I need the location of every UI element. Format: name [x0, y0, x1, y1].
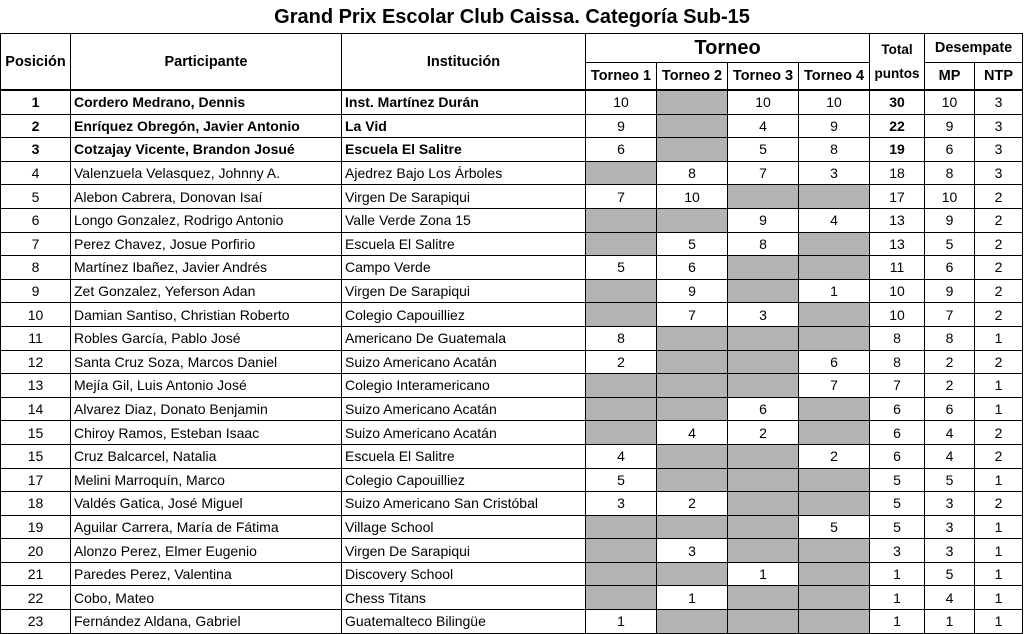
institution-cell[interactable]: Escuela El Salitre: [342, 444, 586, 468]
participant-cell[interactable]: Damian Santiso, Christian Roberto: [71, 303, 342, 327]
header-institution: Institución: [342, 34, 586, 91]
torneo-2-cell[interactable]: 2: [657, 492, 728, 516]
torneo-4-cell[interactable]: 5: [799, 515, 870, 539]
position-cell[interactable]: 11: [1, 326, 71, 350]
mp-cell[interactable]: 5: [925, 232, 975, 256]
ntp-cell[interactable]: 2: [975, 492, 1023, 516]
torneo-2-cell[interactable]: [657, 444, 728, 468]
torneo-4-cell[interactable]: 4: [799, 208, 870, 232]
institution-cell[interactable]: Virgen De Sarapiqui: [342, 539, 586, 563]
mp-cell[interactable]: 4: [925, 444, 975, 468]
torneo-4-cell[interactable]: [799, 586, 870, 610]
institution-cell[interactable]: Guatemalteco Bilingüe: [342, 610, 586, 634]
total-cell[interactable]: 10: [870, 303, 925, 327]
ntp-cell[interactable]: 2: [975, 279, 1023, 303]
participant-cell[interactable]: Alebon Cabrera, Donovan Isaí: [71, 185, 342, 209]
torneo-3-cell[interactable]: [728, 256, 799, 280]
torneo-3-cell[interactable]: [728, 326, 799, 350]
total-cell[interactable]: 13: [870, 232, 925, 256]
standings-body: [1, 90, 1023, 633]
participant-cell[interactable]: Valenzuela Velasquez, Johnny A.: [71, 161, 342, 185]
participant-cell[interactable]: Aguilar Carrera, María de Fátima: [71, 515, 342, 539]
header-torneo-3: Torneo 3: [728, 63, 799, 91]
total-cell[interactable]: 18: [870, 161, 925, 185]
institution-cell[interactable]: Suizo Americano Acatán: [342, 397, 586, 421]
institution-cell[interactable]: Chess Titans: [342, 586, 586, 610]
institution-cell[interactable]: Virgen De Sarapiqui: [342, 279, 586, 303]
torneo-4-cell[interactable]: [799, 185, 870, 209]
mp-cell[interactable]: 9: [925, 279, 975, 303]
participant-cell[interactable]: Valdés Gatica, José Miguel: [71, 492, 342, 516]
mp-cell[interactable]: 6: [925, 397, 975, 421]
participant-cell[interactable]: Alvarez Diaz, Donato Benjamin: [71, 397, 342, 421]
torneo-2-cell[interactable]: 1: [657, 586, 728, 610]
table-row: [1, 279, 1023, 303]
mp-cell[interactable]: 4: [925, 586, 975, 610]
position-cell[interactable]: 19: [1, 515, 71, 539]
total-cell[interactable]: 19: [870, 138, 925, 162]
standings-table: [0, 33, 1023, 634]
ntp-cell[interactable]: 2: [975, 256, 1023, 280]
torneo-2-cell[interactable]: [657, 468, 728, 492]
torneo-4-cell[interactable]: [799, 468, 870, 492]
torneo-3-cell[interactable]: 5: [728, 138, 799, 162]
table-row: [1, 208, 1023, 232]
participant-cell[interactable]: Robles García, Pablo José: [71, 326, 342, 350]
torneo-2-cell[interactable]: 6: [657, 256, 728, 280]
mp-cell[interactable]: 2: [925, 374, 975, 398]
total-cell[interactable]: 1: [870, 562, 925, 586]
torneo-4-cell[interactable]: 6: [799, 350, 870, 374]
mp-cell[interactable]: 4: [925, 421, 975, 445]
ntp-cell[interactable]: 2: [975, 350, 1023, 374]
torneo-1-cell[interactable]: 3: [586, 492, 657, 516]
ntp-cell[interactable]: 3: [975, 161, 1023, 185]
torneo-3-cell[interactable]: 6: [728, 397, 799, 421]
torneo-3-cell[interactable]: 7: [728, 161, 799, 185]
ntp-cell[interactable]: 1: [975, 562, 1023, 586]
institution-cell[interactable]: Escuela El Salitre: [342, 138, 586, 162]
table-row: [1, 610, 1023, 634]
torneo-2-cell[interactable]: [657, 138, 728, 162]
torneo-3-cell[interactable]: [728, 444, 799, 468]
torneo-4-cell[interactable]: 1: [799, 279, 870, 303]
table-row: [1, 562, 1023, 586]
table-row: [1, 539, 1023, 563]
participant-cell[interactable]: Perez Chavez, Josue Porfirio: [71, 232, 342, 256]
torneo-1-cell[interactable]: 10: [586, 90, 657, 114]
torneo-1-cell[interactable]: [586, 397, 657, 421]
torneo-2-cell[interactable]: 10: [657, 185, 728, 209]
torneo-2-cell[interactable]: [657, 562, 728, 586]
torneo-3-cell[interactable]: 9: [728, 208, 799, 232]
torneo-1-cell[interactable]: [586, 232, 657, 256]
mp-cell[interactable]: 8: [925, 326, 975, 350]
torneo-4-cell[interactable]: 2: [799, 444, 870, 468]
participant-cell[interactable]: Alonzo Perez, Elmer Eugenio: [71, 539, 342, 563]
torneo-2-cell[interactable]: 4: [657, 421, 728, 445]
participant-cell[interactable]: Longo Gonzalez, Rodrigo Antonio: [71, 208, 342, 232]
torneo-3-cell[interactable]: [728, 185, 799, 209]
participant-cell[interactable]: Cotzajay Vicente, Brandon Josué: [71, 138, 342, 162]
participant-cell[interactable]: Chiroy Ramos, Esteban Isaac: [71, 421, 342, 445]
ntp-cell[interactable]: 1: [975, 586, 1023, 610]
torneo-3-cell[interactable]: [728, 515, 799, 539]
torneo-1-cell[interactable]: 6: [586, 138, 657, 162]
position-cell[interactable]: 23: [1, 610, 71, 634]
torneo-3-cell[interactable]: [728, 350, 799, 374]
ntp-cell[interactable]: 2: [975, 421, 1023, 445]
torneo-4-cell[interactable]: [799, 562, 870, 586]
mp-cell[interactable]: 3: [925, 492, 975, 516]
torneo-4-cell[interactable]: [799, 492, 870, 516]
mp-cell[interactable]: 3: [925, 539, 975, 563]
torneo-4-cell[interactable]: [799, 610, 870, 634]
table-row: [1, 326, 1023, 350]
total-cell[interactable]: 7: [870, 374, 925, 398]
table-row: [1, 421, 1023, 445]
total-cell[interactable]: 1: [870, 586, 925, 610]
participant-cell[interactable]: Enríquez Obregón, Javier Antonio: [71, 114, 342, 138]
torneo-4-cell[interactable]: [799, 303, 870, 327]
torneo-1-cell[interactable]: [586, 374, 657, 398]
torneo-1-cell[interactable]: [586, 208, 657, 232]
ntp-cell[interactable]: 1: [975, 539, 1023, 563]
position-cell[interactable]: 20: [1, 539, 71, 563]
torneo-2-cell[interactable]: 9: [657, 279, 728, 303]
ntp-cell[interactable]: 1: [975, 468, 1023, 492]
ntp-cell[interactable]: 3: [975, 90, 1023, 114]
table-row: [1, 232, 1023, 256]
table-row: [1, 586, 1023, 610]
position-cell[interactable]: 2: [1, 114, 71, 138]
mp-cell[interactable]: 6: [925, 256, 975, 280]
header-total-line2: puntos: [874, 65, 920, 81]
total-cell[interactable]: 13: [870, 208, 925, 232]
position-cell[interactable]: 18: [1, 492, 71, 516]
header-desempate: Desempate: [925, 34, 1023, 63]
header-torneo-1: Torneo 1: [586, 63, 657, 91]
position-cell[interactable]: 15: [1, 444, 71, 468]
table-row: [1, 185, 1023, 209]
torneo-3-cell[interactable]: 1: [728, 562, 799, 586]
torneo-2-cell[interactable]: [657, 90, 728, 114]
mp-cell[interactable]: 2: [925, 350, 975, 374]
total-cell[interactable]: 22: [870, 114, 925, 138]
institution-cell[interactable]: Ajedrez Bajo Los Árboles: [342, 161, 586, 185]
torneo-4-cell[interactable]: [799, 539, 870, 563]
torneo-2-cell[interactable]: [657, 114, 728, 138]
torneo-1-cell[interactable]: 4: [586, 444, 657, 468]
table-row: [1, 303, 1023, 327]
torneo-1-cell[interactable]: [586, 161, 657, 185]
total-cell[interactable]: 6: [870, 444, 925, 468]
ntp-cell[interactable]: 1: [975, 610, 1023, 634]
position-cell[interactable]: 4: [1, 161, 71, 185]
torneo-3-cell[interactable]: 3: [728, 303, 799, 327]
header-torneo-2: Torneo 2: [657, 63, 728, 91]
torneo-2-cell[interactable]: [657, 397, 728, 421]
institution-cell[interactable]: Suizo Americano Acatán: [342, 350, 586, 374]
torneo-2-cell[interactable]: 7: [657, 303, 728, 327]
header-participant: Participante: [71, 34, 342, 91]
ntp-cell[interactable]: 1: [975, 397, 1023, 421]
institution-cell[interactable]: Escuela El Salitre: [342, 232, 586, 256]
participant-cell[interactable]: Zet Gonzalez, Yeferson Adan: [71, 279, 342, 303]
torneo-4-cell[interactable]: 7: [799, 374, 870, 398]
torneo-1-cell[interactable]: [586, 586, 657, 610]
total-cell[interactable]: 1: [870, 610, 925, 634]
ntp-cell[interactable]: 2: [975, 232, 1023, 256]
ntp-cell[interactable]: 2: [975, 185, 1023, 209]
torneo-1-cell[interactable]: 2: [586, 350, 657, 374]
position-cell[interactable]: 5: [1, 185, 71, 209]
table-row: [1, 161, 1023, 185]
position-cell[interactable]: 9: [1, 279, 71, 303]
torneo-1-cell[interactable]: 9: [586, 114, 657, 138]
institution-cell[interactable]: Campo Verde: [342, 256, 586, 280]
total-cell[interactable]: 5: [870, 468, 925, 492]
position-cell[interactable]: 10: [1, 303, 71, 327]
participant-cell[interactable]: Santa Cruz Soza, Marcos Daniel: [71, 350, 342, 374]
total-cell[interactable]: 5: [870, 492, 925, 516]
position-cell[interactable]: 12: [1, 350, 71, 374]
torneo-2-cell[interactable]: [657, 610, 728, 634]
torneo-4-cell[interactable]: [799, 326, 870, 350]
torneo-3-cell[interactable]: [728, 279, 799, 303]
institution-cell[interactable]: Americano De Guatemala: [342, 326, 586, 350]
ntp-cell[interactable]: 1: [975, 374, 1023, 398]
participant-cell[interactable]: Martínez Ibañez, Javier Andrés: [71, 256, 342, 280]
mp-cell[interactable]: 10: [925, 90, 975, 114]
table-row: [1, 444, 1023, 468]
torneo-2-cell[interactable]: [657, 350, 728, 374]
table-row: [1, 515, 1023, 539]
total-cell[interactable]: 11: [870, 256, 925, 280]
table-row: [1, 374, 1023, 398]
institution-cell[interactable]: Colegio Capouilliez: [342, 468, 586, 492]
sheet-title: Grand Prix Escolar Club Caissa. Categoría Sub-15: [274, 6, 750, 28]
mp-cell[interactable]: 8: [925, 161, 975, 185]
total-cell[interactable]: 6: [870, 397, 925, 421]
torneo-3-cell[interactable]: 2: [728, 421, 799, 445]
torneo-3-cell[interactable]: [728, 539, 799, 563]
torneo-1-cell[interactable]: 1: [586, 610, 657, 634]
participant-cell[interactable]: Cordero Medrano, Dennis: [71, 90, 342, 114]
torneo-4-cell[interactable]: [799, 256, 870, 280]
total-cell[interactable]: 10: [870, 279, 925, 303]
total-cell[interactable]: 17: [870, 185, 925, 209]
mp-cell[interactable]: 3: [925, 515, 975, 539]
torneo-3-cell[interactable]: 4: [728, 114, 799, 138]
institution-cell[interactable]: Suizo Americano Acatán: [342, 421, 586, 445]
table-row: [1, 492, 1023, 516]
torneo-3-cell[interactable]: [728, 468, 799, 492]
torneo-4-cell[interactable]: [799, 421, 870, 445]
total-cell[interactable]: 3: [870, 539, 925, 563]
torneo-2-cell[interactable]: 3: [657, 539, 728, 563]
position-cell[interactable]: 13: [1, 374, 71, 398]
ntp-cell[interactable]: 2: [975, 303, 1023, 327]
torneo-3-cell[interactable]: [728, 374, 799, 398]
torneo-1-cell[interactable]: [586, 303, 657, 327]
mp-cell[interactable]: 10: [925, 185, 975, 209]
torneo-1-cell[interactable]: 8: [586, 326, 657, 350]
ntp-cell[interactable]: 2: [975, 208, 1023, 232]
position-cell[interactable]: 8: [1, 256, 71, 280]
mp-cell[interactable]: 5: [925, 562, 975, 586]
total-cell[interactable]: 30: [870, 90, 925, 114]
institution-cell[interactable]: Colegio Interamericano: [342, 374, 586, 398]
ntp-cell[interactable]: 2: [975, 444, 1023, 468]
torneo-1-cell[interactable]: [586, 562, 657, 586]
participant-cell[interactable]: Fernández Aldana, Gabriel: [71, 610, 342, 634]
table-row: [1, 90, 1023, 114]
participant-cell[interactable]: Cruz Balcarcel, Natalia: [71, 444, 342, 468]
table-row: [1, 350, 1023, 374]
position-cell[interactable]: 14: [1, 397, 71, 421]
position-cell[interactable]: 3: [1, 138, 71, 162]
table-row: [1, 114, 1023, 138]
torneo-3-cell[interactable]: 8: [728, 232, 799, 256]
torneo-1-cell[interactable]: 5: [586, 468, 657, 492]
torneo-3-cell[interactable]: 10: [728, 90, 799, 114]
institution-cell[interactable]: Village School: [342, 515, 586, 539]
institution-cell[interactable]: La Vid: [342, 114, 586, 138]
header-total-line1: Total: [881, 41, 913, 57]
mp-cell[interactable]: 7: [925, 303, 975, 327]
position-cell[interactable]: 6: [1, 208, 71, 232]
torneo-1-cell[interactable]: [586, 279, 657, 303]
participant-cell[interactable]: Mejía Gil, Luis Antonio José: [71, 374, 342, 398]
torneo-1-cell[interactable]: 5: [586, 256, 657, 280]
torneo-4-cell[interactable]: 3: [799, 161, 870, 185]
total-cell[interactable]: 5: [870, 515, 925, 539]
torneo-1-cell[interactable]: [586, 515, 657, 539]
institution-cell[interactable]: Discovery School: [342, 562, 586, 586]
header-position: Posición: [1, 34, 71, 91]
header-mp: MP: [925, 63, 975, 91]
institution-cell[interactable]: Colegio Capouilliez: [342, 303, 586, 327]
header-total: [870, 34, 925, 91]
table-row: [1, 468, 1023, 492]
torneo-4-cell[interactable]: 9: [799, 114, 870, 138]
header-torneo-4: Torneo 4: [799, 63, 870, 91]
ntp-cell[interactable]: 3: [975, 138, 1023, 162]
torneo-2-cell[interactable]: 8: [657, 161, 728, 185]
position-cell[interactable]: 15: [1, 421, 71, 445]
participant-cell[interactable]: Cobo, Mateo: [71, 586, 342, 610]
total-cell[interactable]: 6: [870, 421, 925, 445]
ntp-cell[interactable]: 3: [975, 114, 1023, 138]
torneo-2-cell[interactable]: [657, 208, 728, 232]
torneo-2-cell[interactable]: [657, 374, 728, 398]
torneo-1-cell[interactable]: 7: [586, 185, 657, 209]
position-cell[interactable]: 7: [1, 232, 71, 256]
mp-cell[interactable]: 1: [925, 610, 975, 634]
institution-cell[interactable]: Virgen De Sarapiqui: [342, 185, 586, 209]
mp-cell[interactable]: 9: [925, 208, 975, 232]
torneo-4-cell[interactable]: [799, 397, 870, 421]
torneo-3-cell[interactable]: [728, 610, 799, 634]
table-row: [1, 256, 1023, 280]
participant-cell[interactable]: Paredes Perez, Valentina: [71, 562, 342, 586]
participant-cell[interactable]: Melini Marroquín, Marco: [71, 468, 342, 492]
institution-cell[interactable]: Valle Verde Zona 15: [342, 208, 586, 232]
torneo-4-cell[interactable]: [799, 232, 870, 256]
mp-cell[interactable]: 9: [925, 114, 975, 138]
table-row: [1, 138, 1023, 162]
torneo-2-cell[interactable]: 5: [657, 232, 728, 256]
torneo-1-cell[interactable]: [586, 539, 657, 563]
torneo-2-cell[interactable]: [657, 515, 728, 539]
mp-cell[interactable]: 6: [925, 138, 975, 162]
torneo-3-cell[interactable]: [728, 586, 799, 610]
torneo-4-cell[interactable]: 10: [799, 90, 870, 114]
total-cell[interactable]: 8: [870, 326, 925, 350]
position-cell[interactable]: 21: [1, 562, 71, 586]
position-cell[interactable]: 17: [1, 468, 71, 492]
total-cell[interactable]: 8: [870, 350, 925, 374]
torneo-1-cell[interactable]: [586, 421, 657, 445]
table-row: [1, 397, 1023, 421]
institution-cell[interactable]: Inst. Martínez Durán: [342, 90, 586, 114]
torneo-2-cell[interactable]: [657, 326, 728, 350]
header-torneo: Torneo: [586, 34, 870, 63]
position-cell[interactable]: 1: [1, 90, 71, 114]
institution-cell[interactable]: Suizo Americano San Cristóbal: [342, 492, 586, 516]
ntp-cell[interactable]: 1: [975, 326, 1023, 350]
torneo-3-cell[interactable]: [728, 492, 799, 516]
ntp-cell[interactable]: 1: [975, 515, 1023, 539]
header-ntp: NTP: [975, 63, 1023, 91]
position-cell[interactable]: 22: [1, 586, 71, 610]
mp-cell[interactable]: 5: [925, 468, 975, 492]
torneo-4-cell[interactable]: 8: [799, 138, 870, 162]
